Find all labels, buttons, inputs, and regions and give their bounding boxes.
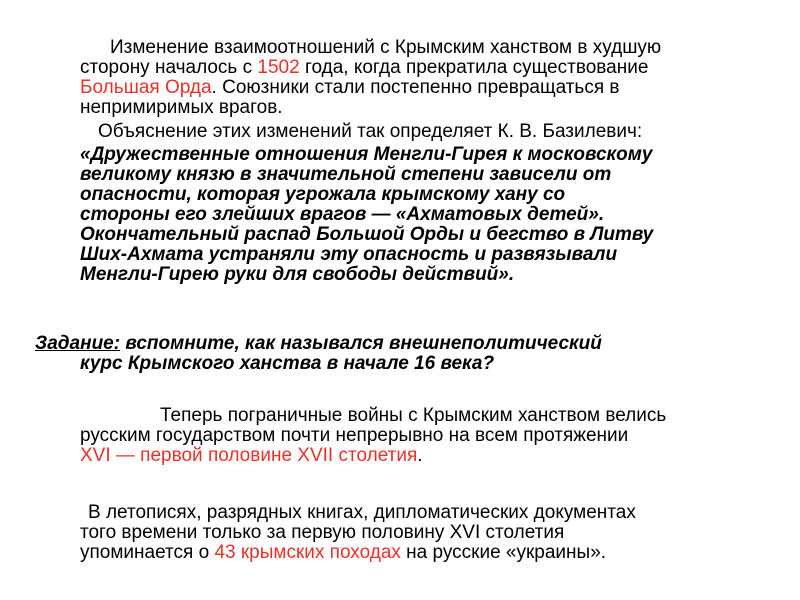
paragraph-4 [80,503,636,563]
paragraph-4-line-3 [80,543,636,563]
task-block [35,334,602,374]
paragraph-4-line-1: В летописях, разрядных книгах, дипломатических документах [88,502,636,523]
text-segment: на русские «украины». [400,542,607,563]
raids-count-highlight: 43 крымских походах [214,542,401,563]
paragraph-1-line-2 [80,58,661,78]
text-segment: года, когда прекратила существование [299,57,649,78]
text-segment: упоминается о [80,542,215,563]
paragraph-2 [80,122,653,285]
paragraph-3-line-1: Теперь пограничные войны с Крымским ханством велись [160,405,667,426]
paragraph-3-line-2: русским государством почти непрерывно на всем протяжении [80,425,629,446]
paragraph-1 [80,38,661,118]
quote-line-1: «Дружественные отношения Менгли-Гирея к московскому [80,144,653,165]
paragraph-4-line-2: того времени только за первую половину XVI столетия [80,522,565,543]
great-horde-highlight: Большая Орда [80,77,212,98]
quote-line-5: Окончательный распад Большой Орды и бегство в Литву [80,224,654,245]
text-segment: . Союзники стали постепенно превращаться в [211,77,620,98]
quote-line-3: опасности, которая угрожала крымскому хану со [80,184,566,205]
text-segment: сторону началось с [80,57,258,78]
quote-line-6: Ших-Ахмата устраняли эту опасность и развязывали [80,244,618,265]
text-segment: . [417,445,423,466]
year-1502-highlight: 1502 [257,57,300,78]
paragraph-3-line-3 [80,446,666,466]
paragraph-3 [80,406,666,466]
quote-line-2: великому князю в значительной степени зависели от [80,164,612,185]
paragraph-1-line-4: непримиримых врагов. [80,97,283,118]
task-label: Задание: [35,333,121,354]
paragraph-1-line-3 [80,78,661,98]
quote-line-4: стороны его злейших врагов — «Ахматовых детей». [80,204,605,225]
paragraph-2-line-1: Объяснение этих изменений так определяет К. В. Базилевич: [98,121,643,142]
paragraph-1-line-1: Изменение взаимоотношений с Крымским ханством в худшую [110,37,662,58]
period-highlight: XVI — первой половине XVII столетия [80,445,418,466]
quote-line-7: Менгли-Гирею руки для свободы действий». [80,264,515,285]
task-text: вспомните, как назывался внешнеполитический [120,333,602,354]
task-line-2: курс Крымского ханства в начале 16 века? [80,353,495,374]
task-line-1 [35,334,602,354]
